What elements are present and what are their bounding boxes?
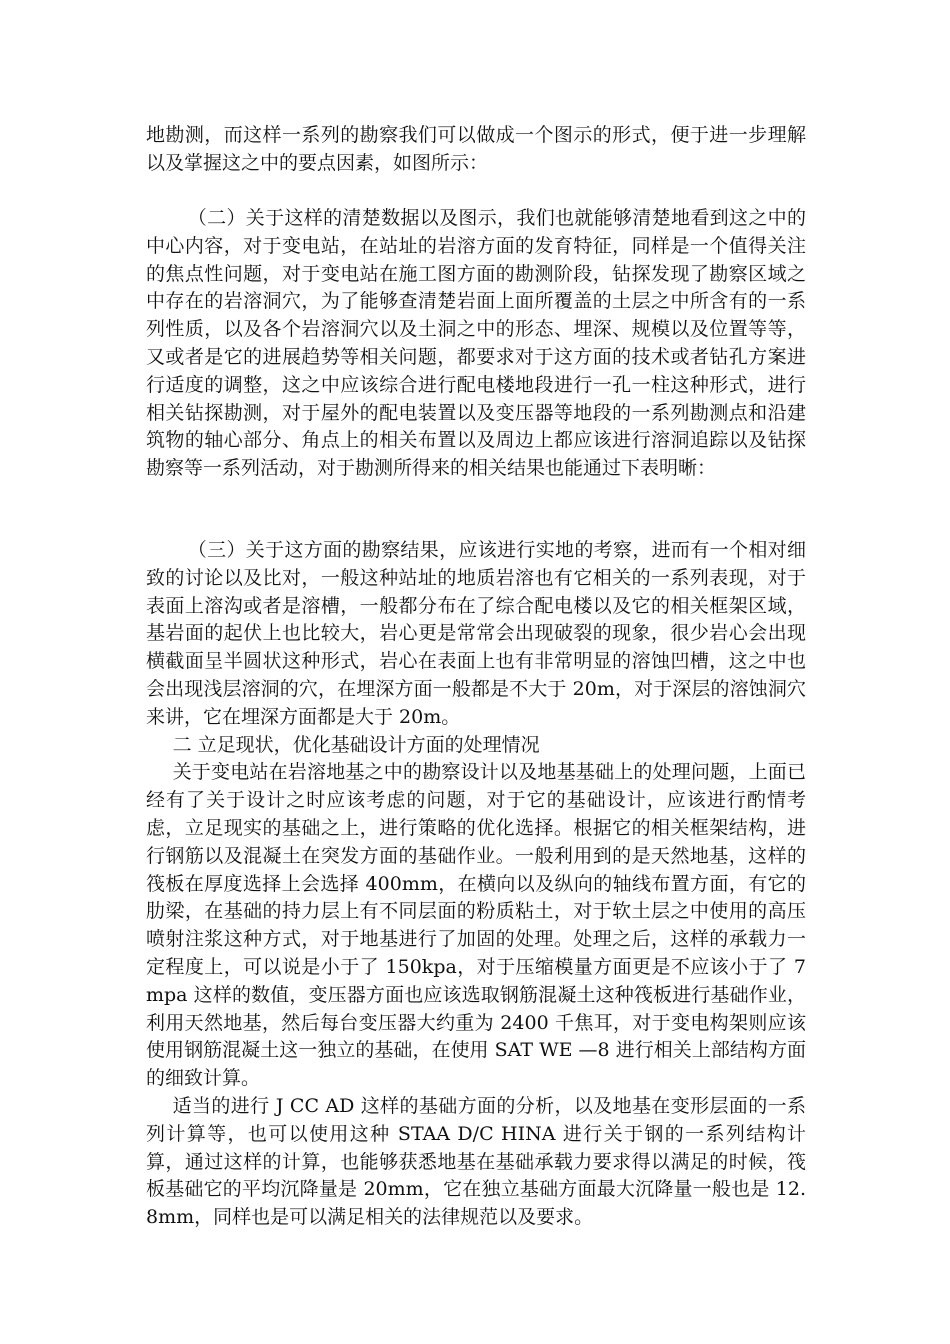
body-text-block-1: [146, 122, 806, 178]
paragraph-intro: 地勘测，而这样一系列的勘察我们可以做成一个图示的形式，便于进一步理解以及掌握这之中的要点因素，如图所示：: [146, 124, 806, 174]
section-heading: 二 立足现状，优化基础设计方面的处理情况: [172, 733, 540, 756]
paragraph-foundation-design: 关于变电站在岩溶地基之中的勘察设计以及地基基础上的处理问题，上面已经有了关于设计之时应该考虑的问题，对于它的基础设计，应该进行酌情考虑，立足现实的基础之上，进行策略的优化选择。根据它的相关框架结构，进行钢筋以及混凝土在突发方面的基础作业。一般利用到的是天然地基，这样的筏板在厚度选择上会选择 400mm，在横向以及纵向的轴线布置方面，有它的肋梁，在基础的持力层上有不同层面的粉质粘土，对于软土层之中使用的高压喷射注浆这种方式，对于地基进行了加固的处理。处理之后，这样的承载力一定程度上，可以说是小于了 150kpa，对于压缩模量方面更是不应该小于了 7mpa 这样的数值，变压器方面也应该选取钢筋混凝土这种筏板进行基础作业，利用天然地基，然后每台变压器大约重为 2400 千焦耳，对于变电构架则应该使用钢筋混凝土这一独立的基础，在使用 SAT WE —8 进行相关上部结构方面的细致计算。: [146, 761, 806, 1090]
paragraph-calculation: 适当的进行 J CC AD 这样的基础方面的分析，以及地基在变形层面的一系列计算等，也可以使用这种 STAA D/C HINA 进行关于钢的一系列结构计算，通过这样的计算，也能够获悉地基在基础承载力要求得以满足的时候，筏板基础它的平均沉降量是 20mm，它在独立基础方面最大沉降量一般也是 12.8mm，同样也是可以满足相关的法律规范以及要求。: [146, 1094, 806, 1229]
body-text-block-2: [146, 205, 806, 483]
paragraph-section-2: （二）关于这样的清楚数据以及图示，我们也就能够清楚地看到这之中的中心内容，对于变电站，在站址的岩溶方面的发育特征，同样是一个值得关注的焦点性问题，对于变电站在施工图方面的勘测阶段，钻探发现了勘察区域之中存在的岩溶洞穴，为了能够查清楚岩面上面所覆盖的土层之中所含有的一系列性质，以及各个岩溶洞穴以及土洞之中的形态、埋深、规模以及位置等等，又或者是它的进展趋势等相关问题，都要求对于这方面的技术或者钻孔方案进行适度的调整，这之中应该综合进行配电楼地段进行一孔一柱这种形式，进行相关钻探勘测，对于屋外的配电装置以及变压器等地段的一系列勘测点和沿建筑物的轴心部分、角点上的相关布置以及周边上都应该进行溶洞追踪以及钻探勘察等一系列活动，对于勘测所得来的相关结果也能通过下表明晰：: [146, 207, 806, 480]
body-text-block-3: [146, 537, 806, 1232]
paragraph-section-3: （三）关于这方面的勘察结果，应该进行实地的考察，进而有一个相对细致的讨论以及比对，一般这种站址的地质岩溶也有它相关的一系列表现，对于表面上溶沟或者是溶槽，一般都分布在了综合配电楼以及它的相关框架区域，基岩面的起伏上也比较大，岩心更是常常会出现破裂的现象，很少岩心会出现横截面呈半圆状这种形式，岩心在表面上也有非常明显的溶蚀凹槽，这之中也会出现浅层溶洞的穴，在埋深方面一般都是不大于 20m，对于深层的溶蚀洞穴来讲，它在埋深方面都是大于 20m。: [146, 539, 806, 728]
